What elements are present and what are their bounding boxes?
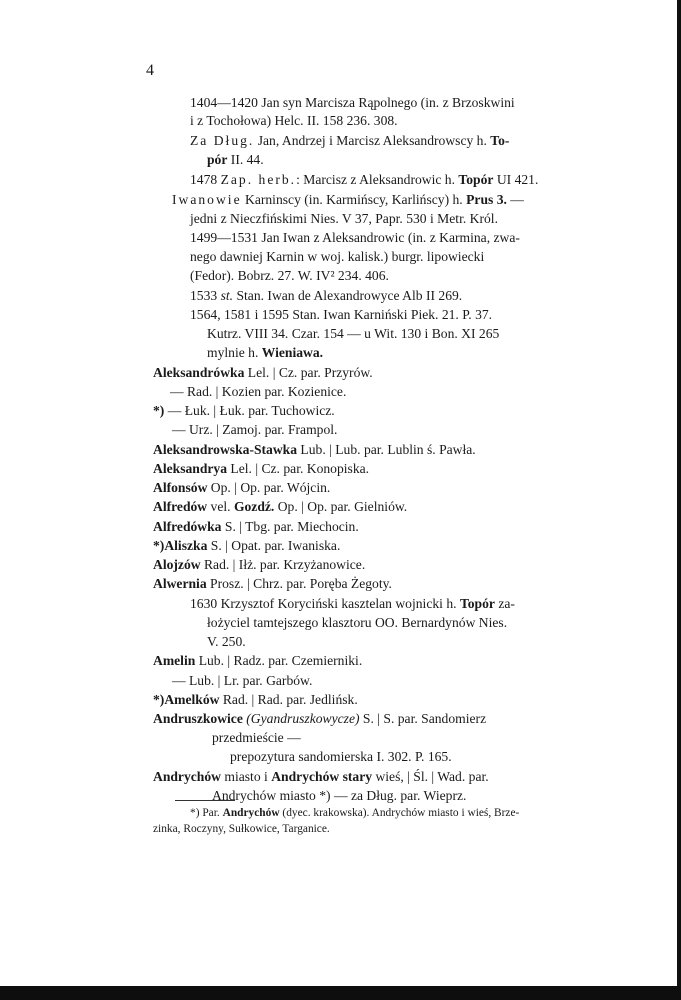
text-line (212, 730, 301, 746)
text-run: : Marcisz z Aleksandrowic h. (296, 172, 459, 187)
text-run: nego dawniej Karnin w woj. kalisk.) burgr. lipowiecki (190, 249, 485, 264)
text-run: V. 250. (207, 634, 246, 649)
text-run: Lel. | Cz. par. Przyrów. (244, 365, 373, 380)
footnote-rule (175, 800, 235, 801)
text-line (190, 211, 498, 227)
text-run: Alwernia (153, 576, 207, 591)
text-run: — (506, 192, 524, 207)
text-run: Lub. | Radz. par. Czemierniki. (195, 653, 363, 668)
text-run: Amelin (153, 653, 196, 668)
text-line (207, 345, 323, 361)
text-run: Lel. | Cz. par. Konopiska. (227, 461, 370, 476)
text-run: Topór (459, 596, 495, 611)
text-run: Aleksandrowska-Stawka (153, 442, 298, 457)
text-line (190, 268, 389, 284)
text-run: *)Aliszka (153, 538, 208, 553)
text-line (212, 788, 466, 804)
text-run: i z Tochołowa) Helc. II. 158 236. 308. (190, 113, 398, 128)
text-line (190, 230, 520, 246)
text-line (153, 711, 486, 727)
text-run: Andrychów (222, 807, 280, 819)
text-run: 1499—1531 Jan Iwan z Aleksandrowic (in. z Karmina, zwa- (190, 230, 520, 245)
text-run: (Fedor). Bobrz. 27. W. IV² 234. 406. (190, 268, 389, 283)
text-line (207, 152, 264, 168)
text-line (207, 634, 246, 650)
text-run: To- (490, 133, 510, 148)
text-line (172, 192, 524, 208)
text-run: Zap. herb. (220, 172, 297, 187)
text-run: Topór (458, 172, 494, 187)
text-line (153, 557, 365, 573)
text-run: Op. | Op. par. Gielniów. (274, 499, 408, 514)
text-run: 1404—1420 Jan syn Marcisza Rąpolnego (in. z Brzoskwini (190, 95, 515, 110)
text-run: za- (494, 596, 515, 611)
text-run: S. | S. par. Sandomierz (359, 711, 487, 726)
text-run: — Lub. | Lr. par. Garbów. (172, 673, 313, 688)
text-run: Alfredówka (153, 519, 222, 534)
text-run: vel. (207, 499, 234, 514)
text-line (153, 480, 330, 496)
text-run: mylnie h. (207, 345, 262, 360)
text-run: Aleksandrya (153, 461, 228, 476)
text-line (190, 95, 515, 111)
text-line (170, 384, 346, 400)
text-run: pór (207, 152, 228, 167)
text-run: Karninscy (in. Karmińscy, Karlińscy) h. (241, 192, 467, 207)
text-run: Za Dług. (190, 133, 255, 148)
text-run: *) (153, 403, 165, 418)
text-run: Iwanowie (172, 192, 242, 207)
text-run: Stan. Iwan de Alexandrowyce Alb II 269. (233, 288, 463, 303)
text-line (190, 133, 509, 149)
text-run: UI 421. (493, 172, 539, 187)
text-line (190, 596, 515, 612)
text-run: prepozytura sandomierska I. 302. P. 165. (230, 749, 452, 764)
text-run: Rad. | Rad. par. Jedlińsk. (219, 692, 358, 707)
text-run: 1564, 1581 i 1595 Stan. Iwan Karniński Piek. 21. P. 37. (190, 307, 493, 322)
scan-edge-bottom (0, 986, 681, 1000)
text-line (153, 692, 358, 708)
text-run: Op. | Op. par. Wójcin. (207, 480, 331, 495)
text-run: Andrychów miasto *) — za Dług. par. Wieprz. (212, 788, 467, 803)
text-line (153, 576, 392, 592)
text-run: Gozdź. (233, 499, 275, 514)
text-run: Andrychów stary (271, 769, 373, 784)
text-run: Prus 3. (466, 192, 507, 207)
text-line (153, 365, 373, 381)
text-run: 1630 Krzysztof Koryciński kasztelan wojnicki h. (190, 596, 460, 611)
text-run: Alojzów (153, 557, 201, 572)
text-run: st. (220, 288, 234, 303)
text-run: Alfredów (153, 499, 208, 514)
text-run: — Łuk. | Łuk. par. Tuchowicz. (164, 403, 335, 418)
text-run: Lub. | Lub. par. Lublin ś. Pawła. (297, 442, 476, 457)
text-run: Andruszkowice (153, 711, 243, 726)
text-line (172, 422, 337, 438)
text-run: zinka, Roczyny, Sułkowice, Targanice. (153, 823, 330, 835)
text-line (190, 288, 462, 304)
text-line (172, 673, 312, 689)
text-run: — Urz. | Zamoj. par. Frampol. (172, 422, 338, 437)
text-line (153, 403, 335, 419)
text-run: Jan, Andrzej i Marcisz Aleksandrowscy h. (254, 133, 491, 148)
text-run: *)Amelków (153, 692, 220, 707)
footnote-line (190, 806, 519, 820)
text-run: Kutrz. VIII 34. Czar. 154 — u Wit. 130 i Bon. XI 265 (207, 326, 500, 341)
text-line (153, 442, 476, 458)
text-line (153, 499, 407, 515)
text-run: (dyec. krakowska). Andrychów miasto i wieś, Brze- (279, 807, 520, 819)
page-number: 4 (146, 62, 154, 79)
text-run: jedni z Nieczfińskimi Nies. V 37, Papr. 530 i Metr. Król. (190, 211, 498, 226)
text-line (153, 519, 359, 535)
text-run: przedmieście — (212, 730, 301, 745)
text-run: S. | Opat. par. Iwaniska. (207, 538, 341, 553)
text-run: S. | Tbg. par. Miechocin. (221, 519, 359, 534)
text-run: — Rad. | Kozien par. Kozienice. (170, 384, 347, 399)
text-run: Prosz. | Chrz. par. Poręba Żegoty. (206, 576, 392, 591)
text-run: łożyciel tamtejszego klasztoru OO. Bernardynów Nies. (207, 615, 508, 630)
text-run: *) Par. (190, 807, 223, 819)
text-line (153, 769, 489, 785)
text-run: 1478 (190, 172, 221, 187)
scan-edge-right (677, 0, 681, 1000)
text-line (153, 461, 369, 477)
text-run: Wieniawa. (261, 345, 324, 360)
text-line (190, 249, 484, 265)
text-line (153, 653, 362, 669)
text-run: Rad. | Iłż. par. Krzyżanowice. (200, 557, 366, 572)
text-run: wieś, | Śl. | Wad. par. (372, 769, 489, 784)
text-line (207, 615, 507, 631)
text-line (153, 538, 340, 554)
text-run: Andrychów (153, 769, 221, 784)
text-run: Aleksandrówka (153, 365, 245, 380)
footnote-line (153, 822, 330, 836)
text-line (190, 307, 492, 323)
text-line (190, 172, 538, 188)
text-line (230, 749, 452, 765)
text-line (207, 326, 499, 342)
text-run: II. 44. (227, 152, 264, 167)
text-run: Alfonsów (153, 480, 208, 495)
text-line (190, 113, 398, 129)
text-run: 1533 (190, 288, 221, 303)
text-run: miasto i (220, 769, 272, 784)
text-run: (Gyandruszkowycze) (242, 711, 360, 726)
